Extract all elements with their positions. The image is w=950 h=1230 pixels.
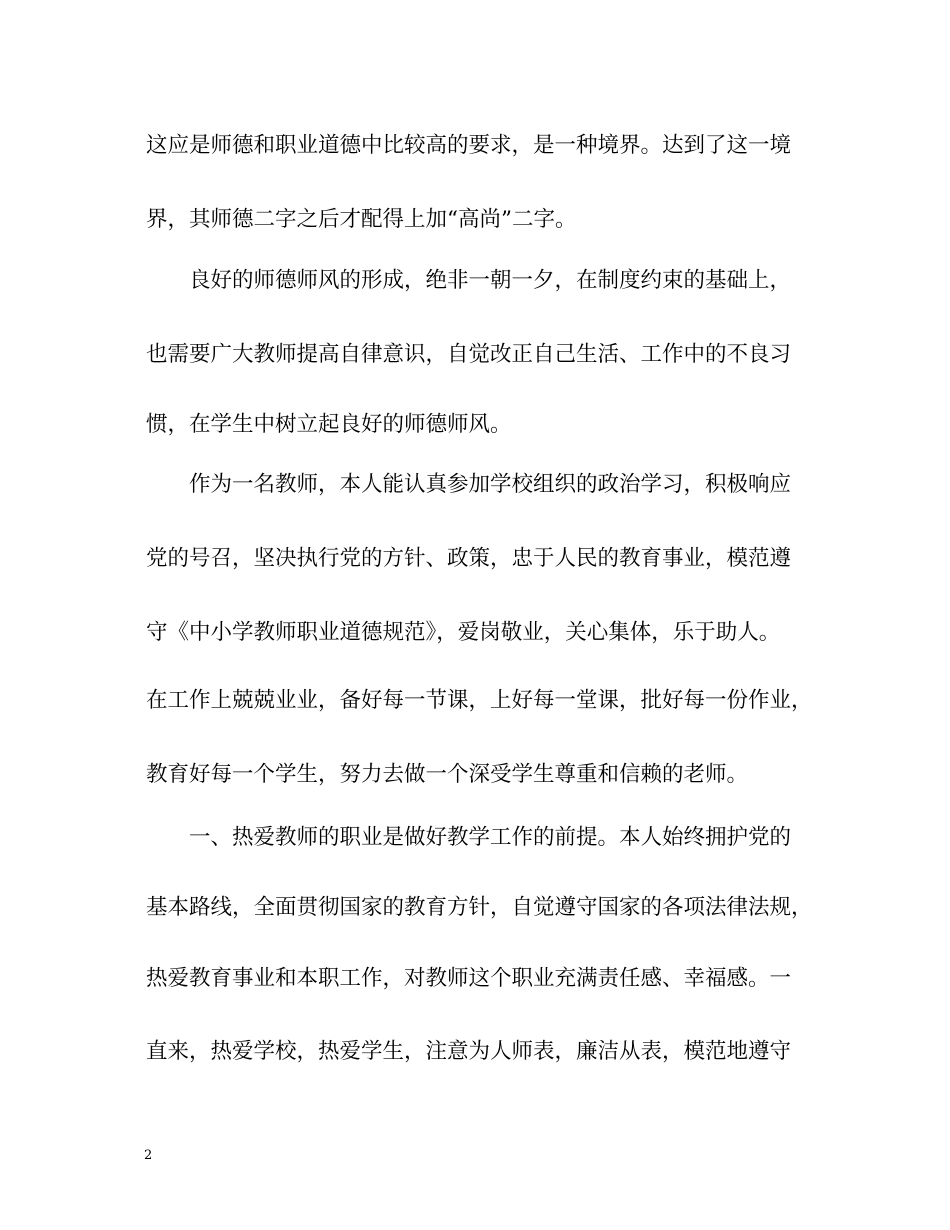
- text-line: 党的号召，坚决执行党的方针、政策，忠于人民的教育事业，模范遵: [146, 546, 792, 571]
- text-line: 在工作上兢兢业业，备好每一节课，上好每一堂课，批好每一份作业，: [146, 688, 813, 713]
- text-line: 热爱教育事业和本职工作，对教师这个职业充满责任感、幸福感。一: [146, 966, 792, 991]
- paragraph-first-line: 作为一名教师，本人能认真参加学校组织的政治学习，积极响应: [189, 472, 792, 497]
- text-line: 守《中小学教师职业道德规范》，爱岗敬业，关心集体，乐于助人。: [146, 620, 781, 645]
- text-line: 基本路线，全面贯彻国家的教育方针，自觉遵守国家的各项法律法规，: [146, 895, 813, 920]
- paragraph-first-line: 良好的师德师风的形成，绝非一朝一夕，在制度约束的基础上，: [189, 268, 792, 293]
- text-line: 直来，热爱学校，热爱学生，注意为人师表，廉洁从表，模范地遵守: [146, 1039, 792, 1064]
- page-number: 2: [144, 1148, 153, 1163]
- text-line: 惯，在学生中树立起良好的师德师风。: [146, 412, 512, 437]
- text-line: 也需要广大教师提高自律意识，自觉改正自己生活、工作中的不良习: [146, 342, 792, 367]
- text-line: 这应是师德和职业道德中比较高的要求，是一种境界。达到了这一境: [146, 133, 792, 158]
- text-line: 界，其师德二字之后才配得上加“高尚”二字。: [146, 207, 577, 232]
- text-line: 教育好每一个学生，努力去做一个深受学生尊重和信赖的老师。: [146, 762, 749, 787]
- paragraph-first-line: 一、热爱教师的职业是做好教学工作的前提。本人始终拥护党的: [189, 825, 792, 850]
